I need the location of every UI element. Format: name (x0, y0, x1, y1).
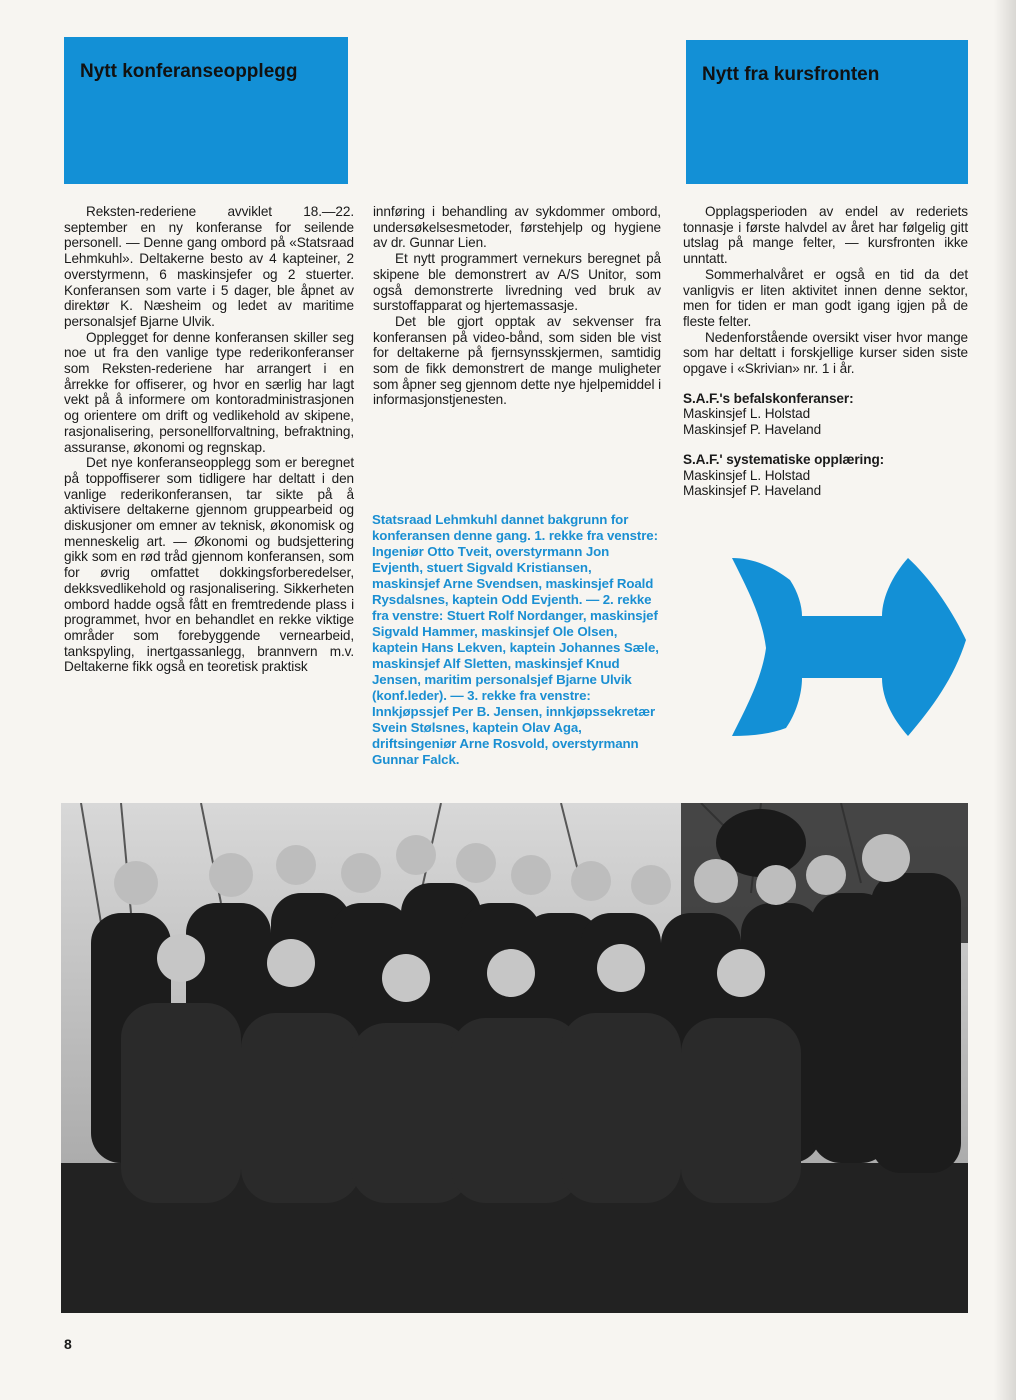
list-item: Maskinsjef P. Haveland (683, 422, 822, 438)
section-heading: S.A.F.'s befalskonferanser: (683, 390, 854, 406)
right-header-title: Nytt fra kursfronten (702, 64, 880, 85)
list-item: Maskinsjef L. Holstad (683, 467, 811, 483)
article-column-3 (683, 204, 968, 499)
article-paragraph: Et nytt programmert vernekurs beregnet på skipene ble demonstrert av A/S Unitor, som også demonstrerte livredning ved bruk av surstoffapparat og hjertemassasje. (373, 251, 661, 314)
article-paragraph: Det nye konferanseopplegg som er beregnet på toppoffiserer som tidligere har deltatt i den vanlige rederikonferansen, tar sikte på å aktivisere deltakerne gjennom gruppearbeid og diskusjoner om emner av teknisk, økonomisk og menneskelig art. — Økonomi og budsjettering gikk som en rød tråd gjennom konferansen, som for øvrig omfattet dokkingsforberedelser, dekksvedlikehold og rasjonalisering. Sikkerheten ombord hadde også fått en fremtredende plass i programmet, hvor en behandlet en rekke viktige områder som forebyggende vernearbeid, tankspyling, inertgassanlegg, brannvern m.v. Deltakerne fikk også en teoretisk praktisk (64, 455, 354, 675)
header-box-right (686, 40, 968, 184)
article-paragraph: Opplegget for denne konferansen skiller seg noe ut fra den vanlige type rederikonferanser som Reksten-rederiene har arrangert i en årrekke for offiserer, og hvor en særlig har lagt vekt på å informere om kontoradministrasjonen og orientere om drift og vedlikehold av skipene, rasjonalisering, personellforvaltning, befraktning, assuranse, økonomi og regnskap. (64, 329, 354, 455)
article-paragraph: Sommerhalvåret er også en tid da det vanligvis er liten aktivitet innen denne sektor, men for tiden er man godt igang igjen på de fleste felter. (683, 266, 968, 329)
list-item: Maskinsjef P. Haveland (683, 483, 822, 499)
photo-caption: Statsraad Lehmkuhl dannet bakgrunn for konferansen denne gang. 1. rekke fra venstre: Ingeniør Otto Tveit, overstyrmann Jon Evjenth, stuert Sigvald Kristiansen, maskinsjef Arne Svendsen, maskinsjef Roald Rysdalsnes, kaptein Odd Evjenth. — 2. rekke fra venstre: Stuert Rolf Nordanger, maskinsjef Sigvald Hammer, maskinsjef Ole Olsen, kaptein Hans Lekven, kaptein Johannes Sæle, maskinsjef Alf Sletten, maskinsjef Knud Jensen, maritim personalsjef Bjarne Ulvik (konf.leder). — 3. rekke fra venstre: Innkjøpssjef Per B. Jensen, innkjøpssekretær Svein Stølsnes, kaptein Olav Aga, driftsingeniør Arne Rosvold, overstyrmann Gunnar Falck. (372, 512, 659, 767)
list-item: Maskinsjef L. Holstad (683, 406, 811, 422)
article-paragraph: Opplagsperioden av endel av rederiets tonnasje i første halvdel av året har følgelig gitt utslag på mange felter, — kursfronten ikke unntatt. (683, 204, 968, 267)
section-heading: S.A.F.' systematiske opplæring: (683, 451, 885, 467)
article-paragraph: Det ble gjort opptak av sekvenser fra konferansen på video-bånd, som siden ble vist for deltakerne på fjernsynsskjermen, samtidig som de fikk demonstrert de mange muligheter som åpner seg gjennom dette nye hjelpemiddel i informasjonstjenesten. (373, 313, 661, 408)
article-column-1 (64, 204, 354, 675)
header-box-left (64, 37, 348, 184)
left-header-title: Nytt konferanseopplegg (80, 61, 298, 82)
page-number: 8 (64, 1336, 72, 1352)
group-photo (61, 803, 968, 1313)
article-paragraph: innføring i behandling av sykdommer ombord, undersøkelsesmetoder, førstehjelp og hygiene av dr. Gunnar Lien. (373, 204, 661, 251)
article-paragraph: Reksten-rederiene avviklet 18.—22. september en ny konferanse for seilende personell. — Denne gang ombord på «Statsraad Lehmkuhl». Deltakerne besto av 4 kapteiner, 2 overstyrmenn, 6 maskinsjefer og 2 stuerter. Konferansen som varte i 5 dager, ble åpnet av direktør K. Næsheim og ledet av maritime personalsjef Bjarne Ulvik. (64, 204, 354, 329)
article-column-2 (373, 204, 661, 408)
article-paragraph: Nedenforstående oversikt viser hvor mange som har deltatt i forskjellige kurser siden siste opgave i «Skrivian» nr. 1 i år. (683, 329, 968, 377)
company-logo-icon (732, 558, 966, 736)
